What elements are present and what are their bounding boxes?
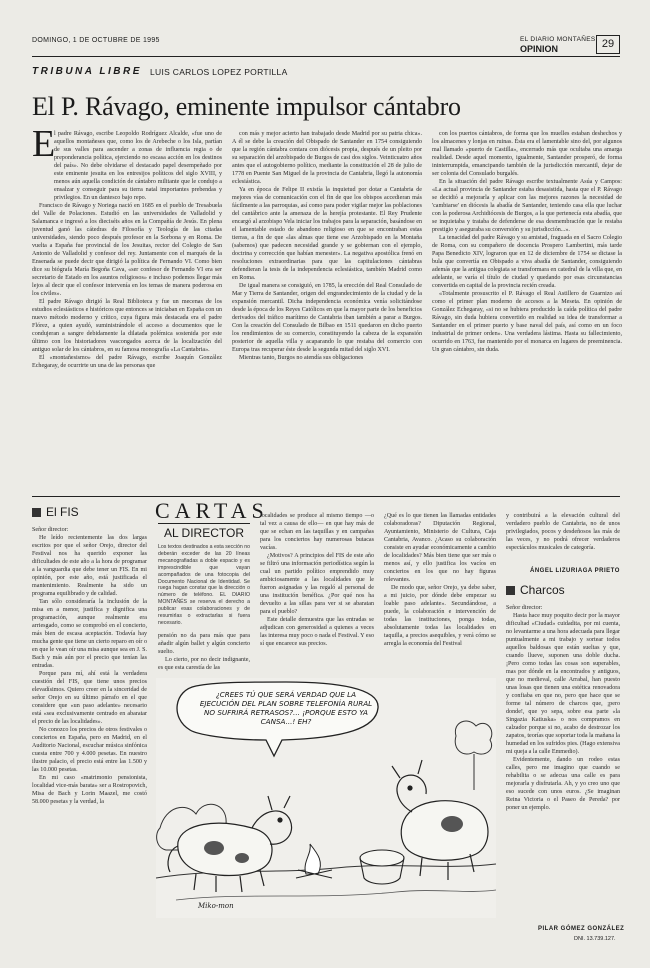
- drop-cap: E: [32, 123, 56, 165]
- fis-col4-p2: De modo que, señor Orejo, ya debe saber, a mi juicio, por dónde debe empezar su loable paso adelante». Secundándose, a puede, la colaboración e intervención de todas las instituciones, ponga todas, absolutamente todas las localidades en taquilla, a precios asequibles, y verá cómo se arregla la economía del Festival: [384, 585, 496, 647]
- el-fis-heading: El FIS: [46, 505, 79, 519]
- charcos-signature: PILAR GÓMEZ GONZÁLEZ: [538, 926, 625, 932]
- fis-col4-p1: ¿Qué es lo que tienen las llamadas entidades colaboradoras? Diputación Regional, Ayuntamiento, Ministerio de Cultura, Caja Cantabria, Avanco. ¿Acaso su colaboración consiste en ayudar económicamente a cambio de localidades? Más bien tiene que ser más o menos así, y ello justifica los vacíos en conciertos en los que no hay figuras relevantes.: [384, 513, 496, 583]
- tribuna-author: LUIS CARLOS LOPEZ PORTILLA: [150, 67, 288, 77]
- tribuna-col1-p2: Francisco de Rávago y Noriega nació en 1685 en el pueblo de Tresabuela del Valle de Polaciones. Estudió en las universidades de Valladolid y Salamanca e ingresó a los dieciséis años en la Compañía de Jesús. En plena juventud ganó las cátedras de Filosofía y Teología de las citadas universidades, siendo poco después profesor en la Sorbona y en Roma. De vuelta a España fue provincial de los Jesuitas, rector del Colegio de San Antonio de Valladolid y confesor del rey. Juntamente con el marqués de la Ensenada se puede decir que dirigió la política de Fernando VI. Como bien dice su biógrafa María Begoña Cava, «ser confesor de Fernando VI era ser secretario de Estado en los asuntos religiosos» e incluso podemos llegar más lejos al decir que el confesor intervenía en los temas de manera poderosa en los civiles».: [32, 203, 222, 297]
- tribuna-col3-p4: «Totalmente prosuscrito el P. Rávago el Real Astillero de Guarnizo así como el primer plan moderno de accesos a la Meseta. En opinión de González Echegaray, «si no se hubiera producido la caída política del padre Rávago, sin duda hubiera convertido en realidad su idea de transformar a Santander en el primer puerto y base naval del país, así como en un foco industrial de primer orden». Una verdadera lástima. Hasta su fallecimiento, ocurrido en 1763, fue mantenido por el monarca en lugares de preeminencia. Un gran cántabro, sin duda.: [432, 291, 622, 353]
- fis-col3-p1: localidades se produce al mismo tiempo —o tal vez a causa de ello— en que hay más de que se echan en las taquillas y en campañas para los conciertos hay numerosas butacas vacías.: [260, 513, 374, 551]
- al-director-title: AL DIRECTOR: [163, 526, 244, 540]
- masthead-rule: [32, 56, 620, 57]
- page-number: 29: [596, 35, 620, 54]
- tribuna-col3-p1: con los puertos cántabros, de forma que los muelles estaban deshechos y los almacenes y lonjas en ruinas. Ésta era el lamentable sino del, por algunos mal llamado «puerto de Castilla», encerrado más que ocultaba una amarga realidad. Desde aquel momento, igualmente, Santander prosperó, de forma ininterrumpida, emancipando también de la jurisdicción mercantil, dejar de ser colonia del Consulado burgalés.: [432, 131, 622, 177]
- fis-col3-p3: Este detalle demuestra que las entradas se adjudican con generosidad a quienes a veces las interesa muy poco o nada el Festival. Y eso sí que encarece sus precios.: [260, 617, 374, 647]
- cartoon-speech-text: ¿CREES TÚ QUE SERÁ VERDAD QUE LA EJECUCIÓN DEL PLAN SOBRE TELEFONÍA RURAL NO SUFRIRÁ RETRASOS?... ¡PORQUE ESTO YA CANSA...! EH?: [199, 690, 373, 726]
- tribuna-col1-p4: El «montañesismo» del padre Rávago, escribe Joaquín González Echegaray, de ocurrirte un una de las personas que: [32, 355, 222, 369]
- fis-p1: He leído recientemente las dos largas escritos por que el señor Orejo, director del Festival nos ha querido exponer las dificultades de este año a la hora de programar a la vanguardia que debe tener un FIS. En mi opinión, por este año, está justificada el mantenimiento. Realmente ha sido un programa equilibrado y de calidad.: [32, 535, 147, 597]
- fis-p2: Tan sólo consideraría la inclusión de la misa en a menor, justifica y dignifica una programación, aunque realmente era arriesgado, como se comprobó en el concierto, más bien de escasa aceptación. Todavía hay mucha gente que tiene un cierto reparo en oír o en que le vean oír una misa aunque sea en J. S. Bach y más aún por el precio que tenían las entradas.: [32, 599, 147, 669]
- charcos-dni: DNI. 13.739.127.: [574, 936, 616, 942]
- tribuna-col2-p1: con más y mejor acierto han trabajado desde Madrid por su patria chica». A él se debe la creación del Obispado de Santander en 1754 consiguiendo que la región cántabra contara con diócesis propia, después de un pleito por su separación del arzobispado de Burgos de casi dos siglos. Veinticuatro años antes que el autogobierno político, mediante la constitución el 28 de julio de 1778 en Puente San Miguel de la provincia de Cantabria, llegó la autonomía eclesiástica.: [232, 131, 422, 185]
- cartas-title: CARTAS: [155, 498, 269, 523]
- charcos-salutation: Señor director:: [506, 605, 543, 611]
- section-square-icon: [32, 508, 41, 517]
- newspaper-name: EL DIARIO MONTAÑES: [520, 36, 596, 43]
- fis-p3: Porque para mí, ahí está la verdadera cuestión del FIS, que tiene unos precios elevadísimos. Quiero creer en la sinceridad de señor Orejo en su último párrafo en el que considere que «un paso adelante» necesario está «sea exclusivamente centrado en abaratar el precio de las localidades».: [32, 671, 147, 725]
- cartas-top-rule: [32, 496, 620, 497]
- el-fis-heading-box: [32, 504, 112, 522]
- fis-signature: ÁNGEL LIZURIAGA PRIETO: [530, 568, 620, 574]
- fis-col3-p2: ¿Motivos? A principios del FIS de este año se filtró una información periodística según la cual un partido político emprendido muy ambiciosamente a las localidades que le fueron asignadas y las regaló al personal de una institución benéfica. ¿Por qué nos ha devuelto a las sillas para ver si se abaratan para el pueblo?: [260, 553, 374, 615]
- fis-letter-col3: [260, 512, 374, 674]
- tribuna-col1-p3: El padre Rávago dirigió la Real Biblioteca y fue un mecenas de los estudios eclesiásticos e históricos que entonces se iniciaban en España con un nuevo método moderno y crítico, cuya figura más destacada era el padre Flórez, a quien ayudó, suministrándole el acceso a documentos que le condujeran a sangre debidamente la dilatada polémica sostenida por este último con los historiadores vascongados acerca de la localización del antiguo solar de los cántabros, en su famosa monografía «La Cantabria».: [32, 299, 222, 353]
- fis-p5: En mi caso «matrimonio pensionista, localidad vice-más barata» ser a Rostropovich, Misa de Bach y Lorin Maazel, me costó 58.000 pesetas y la verdad, la: [32, 775, 147, 805]
- charcos-heading-box: [506, 582, 616, 600]
- charcos-p2: Evidentemente, dando un rodeo estas calles, pero me imagino que cuando se rehabilita o se adecua una calle es para mejorarla y disfrutarla. Ah, y yo creo uno que eso sucede con unos euros. ¿Se imaginan Reina Victoria o el Paseo de Pereda? por poner un ejemplo.: [506, 757, 620, 811]
- cartas-title-rule: [158, 523, 250, 524]
- fis-letter-col2: [158, 632, 250, 674]
- fis-letter-col4: [384, 512, 496, 674]
- tribuna-kicker: TRIBUNA LIBRE: [32, 66, 142, 77]
- tribuna-col2-p3: De igual manera se consiguió, en 1785, la erección del Real Consulado de Mar y Tierra de Santander, origen del engrandecimiento de la ciudad y de la expansión mercantil. Dicha independencia económica venía solicitándose desde la época de los Reyes Católicos en que la mayor parte de los beneficios derivados del tráfico marítimo de Cantabria iban también a parar a Burgos. Con la creación del Consulado de Bilbao en 1511 quedaron en dicho puerto los rendimientos de su comercio, constituyendo la cabeza de la expansión posterior de aquella villa y acaparando lo que restaba del comercio con Europa tras recuperar éste desde la segunda mitad del siglo XVI.: [232, 283, 422, 353]
- section-square-icon-2: [506, 586, 515, 595]
- fis-p4: No conozco los precios de otros festivales o conciertos en España, pero en Madrid, en el Auditorio Nacional, escuchar música sinfónica cuesta entre 700 y 4.000 pesetas. En nuestro ilustre palacio, el precio está entre las 1.500 y las 10.000 pesetas.: [32, 727, 147, 773]
- fis-col5-p1: y contribuirá a la elevación cultural del verdadero pueblo de Cantabria, no de unos privilegiados, pocos y desdeñosos las más de las veces, y no podrá ofrecer verdaderos espectáculos musicales de categoría.: [506, 513, 620, 551]
- cartoon-panel: [156, 678, 496, 918]
- tribuna-col2-p2: Ya en época de Felipe II existía la inquietud por dotar a Cantabria de mejores vías de comunicación con el fin de que los obispos accedieran más fácilmente a las parroquias, así como para poder vigilar mejor las poblaciones del cantábrico ante la amenaza de la herejía protestante. El Rey Prudente encargó al arzobispo Vela iniciar los trabajos para la separación, basándose en el lamentable estado de abandono religioso en que se encontraban estas tierras, a fin de que «las almas que tiene ese Arzobispado en la Montaña (sabemos) que padecen necesidad grande y se gobiernan con el ejemplo, doctrina y corrección que habían menester». La negativa apostólica frenó en resoluciones extraordinarias para que las capitulaciones cántabras defendieran la tesis de la independencia eclesiástica, también Madrid como en Roma.: [232, 187, 422, 281]
- issue-date: DOMINGO, 1 DE OCTUBRE DE 1995: [32, 37, 160, 44]
- fis-letter-col1: [32, 526, 147, 950]
- fis-letter-col5: [506, 512, 620, 566]
- tribuna-col3-p3: La tenacidad del padre Rávago y su amistad, fraguada en el Sacro Colegio de Roma, con su compañero de docencia Prospero Lambertini, más tarde Papa Benedicto XIV, lograron que en 12 de diciembre de 1754 se dictase la bula que convertía en Obispado a viva abadía de Santander, consiguiendo además que la antigua colegiata se transformara en catedral de la villa que, en adelante, se varía el título de ciudad y quedando por esas circunstancias convertida en capital de la provincia recién creada.: [432, 235, 622, 289]
- fis-col2-p1: pensión no da para más que para añadir algún ballet y algún concierto suelto.: [158, 633, 250, 655]
- tribuna-headline: El P. Rávago, eminente impulsor cántabro: [32, 92, 461, 121]
- section-label: OPINION: [520, 44, 559, 54]
- charcos-letter: [506, 604, 620, 920]
- fis-col2-p2: Lo cierto, por no decir indignante, es que esta carestía de las: [158, 657, 250, 671]
- tribuna-col2-p4: Mientras tanto, Burgos no atendía sus obligaciones: [239, 355, 364, 361]
- cartas-notice: Los textos destinados a esta sección no deberán exceder de las 20 líneas mecanografiadas a doble espacio y es imprescindible que vayan acompañados de una fotocopia del Documento Nacional de Identidad. Se ruega hagan constar que la dirección o número de teléfono. EL DIARIO MONTAÑÉS se reserva el derecho a publicar esas colaboraciones y de resumirlas o extractarlas si fuera necesario.: [158, 544, 250, 626]
- fis-salutation: Señor director:: [32, 527, 69, 533]
- charcos-p1: Hasta hace muy poquito decir por la mayor dificultad «Ciudad» cuidadita, por mi cuenta, no levantarme a una hora adecuada para llegar puntualmente a mi trabajo y sortear todos aquellos baldosas que están sueltas y que, cuando llueve, suponen una doble ducha. ¡Pero como todas las cosas son superables, mas por dónde en la encontrados y antiguos, que no medieval, calle Arrabal, han puesto unas losas que tienen una estética renovadora y confiaba en que no, pero que hace que se forme tal número de charcos que, ¡pero donde!, que yo sepa, sobre esa parte «la Singazia Katiuska» o nos compramos en calzador porque si no, acabo de destrozar los zapatos, teorías que soportar toda la mañana la humedad en los sufridos pies. (Hago extensiva mi queja a la calle Emmedio).: [506, 613, 620, 755]
- tribuna-col3-p2: En la situación del padre Rávago escribe textualmente Asúa y Campos: «La actual provincia de Santander estaba desasistida, hasta que el P. Rávago se decidió a mejorarla y aplicar con las mejores razones la necesidad de 'cambiarse' en diócesis la abadía de Santander, teniendo casa ella que luchar con la poderosa Archidiócesis de Burgos, a la que pertenecía esta abadía, que se inquietaba y trataba de defenderse de esa desmembración que le restaba prestigio y aseguraba su conversión y su jurisdicción...».: [432, 179, 622, 233]
- cartoon-artist-signature: Miko-mon: [198, 902, 234, 910]
- charcos-heading: Charcos: [520, 583, 565, 597]
- tribuna-col1-p1: l padre Rávago, escribe Leopoldo Rodríguez Alcalde, «fue uno de aquellos montañeses que, como los de Arebeche o los Isla, partían de sus valles para ascender a zonas de influencia regia o de preponderancia política, ejerciendo no escasa acción en los destinos del país». No debe olvidarse el destacado papel desempeñado por este eminente jesuita en los entresijos políticos del siglo XVIII, y menos aún aquella condición de cántabro militante que le condujo a ensalzar y conseguir para su tierra natal importantes prebendas y privilegios. En un dantesco bajo repo.: [54, 131, 222, 201]
